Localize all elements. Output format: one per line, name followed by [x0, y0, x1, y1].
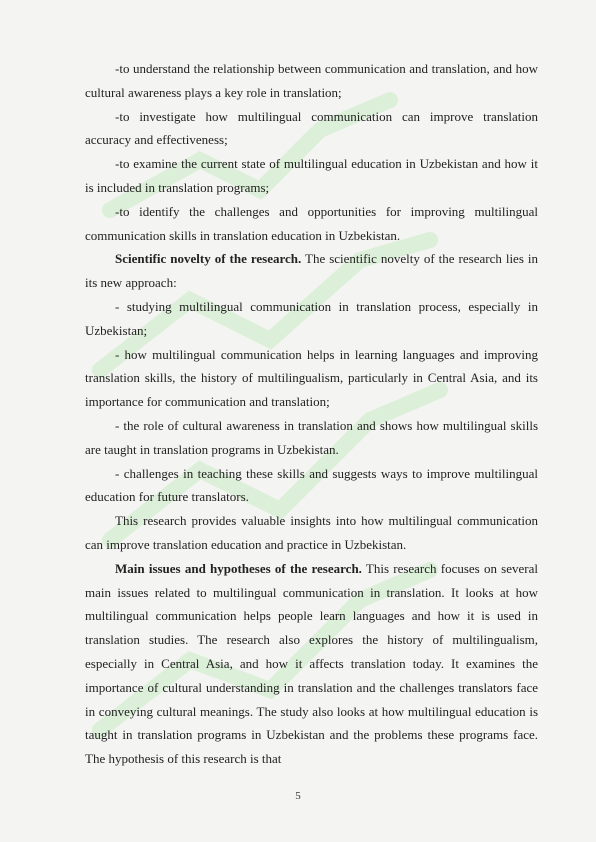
objective-item: -to investigate how multilingual communication can improve translation accuracy and effectiveness;	[85, 108, 538, 148]
objective-item: -to examine the current state of multilingual education in Uzbekistan and how it is included in translation programs;	[85, 156, 538, 195]
novelty-paragraph	[85, 247, 538, 295]
novelty-heading: Scientific novelty of the research.	[115, 251, 302, 267]
novelty-item: - the role of cultural awareness in translation and shows how multilingual skills are taught in translation programs in Uzbekistan.	[85, 417, 538, 457]
objective-item: -to understand the relationship between communication and translation, and how cultural awareness plays a key role in translation;	[85, 61, 538, 100]
novelty-item: - studying multilingual communication in translation process, especially in Uzbekistan;	[85, 298, 538, 338]
issues-paragraph	[85, 557, 538, 771]
novelty-item: - challenges in teaching these skills and suggests ways to improve multilingual education for future translators.	[85, 465, 538, 505]
issues-heading: Main issues and hypotheses of the research.	[115, 560, 362, 576]
novelty-item: - how multilingual communication helps in learning languages and improving translation skills, the history of multilingualism, particularly in Central Asia, and its importance for communication and translation;	[85, 346, 538, 410]
issues-text: This research focuses on several main issues related to multilingual communication in translation. It looks at how multilingual communication helps people learn languages and how it is used in translation studies. The research also explores the history of multilingualism, especially in Central Asia, and how it affects translation today. It examines the importance of cultural understanding in translation and the challenges translators face in conveying cultural meanings. The study also looks at how multilingual education is taught in translation programs in Uzbekistan and the problems these programs face. The hypothesis of this research is that	[85, 560, 538, 767]
page-number: 5	[295, 790, 301, 802]
insight-paragraph: This research provides valuable insights into how multilingual communication can improve translation education and practice in Uzbekistan.	[85, 513, 538, 552]
objective-item: -to identify the challenges and opportunities for improving multilingual communication skills in translation education in Uzbekistan.	[85, 203, 538, 243]
body-text	[85, 57, 538, 771]
novelty-intro: The scientific novelty of the research lies in its new approach:	[85, 251, 538, 291]
